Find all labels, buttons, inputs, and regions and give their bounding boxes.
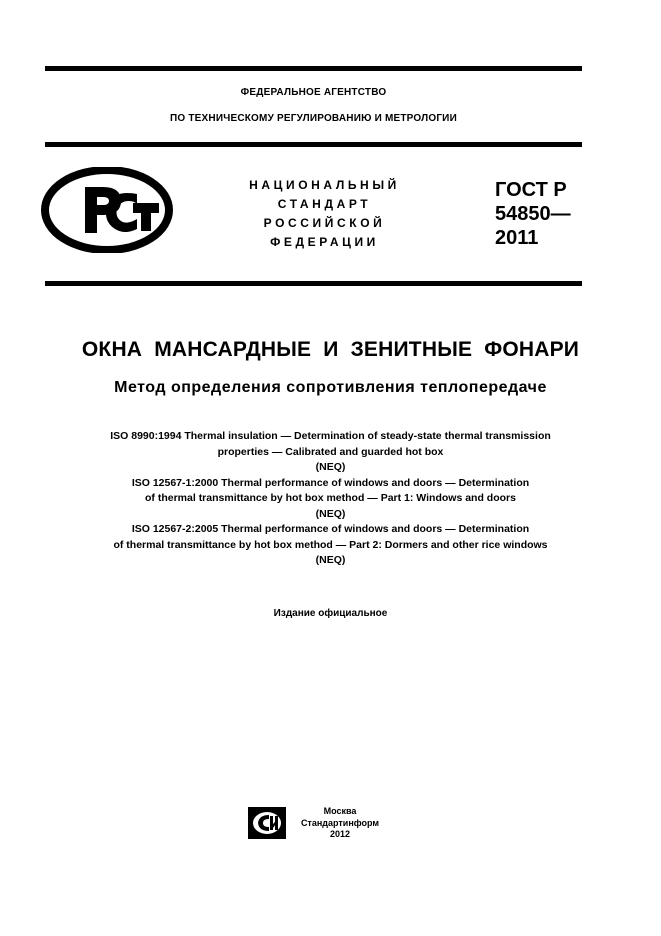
header-rule <box>45 142 582 147</box>
reference-line: ISO 12567-2:2005 Thermal performance of windows and doors — Determination <box>131 523 530 535</box>
publisher-name: Стандартинформ <box>300 817 380 828</box>
reference-line: properties — Calibrated and guarded hot box <box>217 445 444 458</box>
reference-line: ISO 8990:1994 Thermal insulation — Determination of steady-state thermal transmission <box>110 430 551 442</box>
document-title: ОКНА МАНСАРДНЫЕ И ЗЕНИТНЫЕ ФОНАРИ <box>81 338 580 361</box>
standard-code-line-2: 54850— <box>495 203 571 225</box>
reference-line: (NEQ) <box>315 507 346 520</box>
reference-line: of thermal transmittance by hot box method — Part 1: Windows and doors <box>145 492 516 504</box>
reference-line: of thermal transmittance by hot box method — Part 2: Dormers and other rice windows <box>113 538 548 551</box>
standard-code-line-1: ГОСТ Р <box>495 179 567 201</box>
standard-type <box>222 176 427 252</box>
agency-name-line-1: ФЕДЕРАЛЬНОЕ АГЕНТСТВО <box>240 87 387 98</box>
standard-code <box>495 178 571 250</box>
publisher-block <box>290 806 390 841</box>
standard-type-line: ФЕДЕРАЦИИ <box>270 235 379 249</box>
rst-conformity-mark-icon <box>41 167 173 253</box>
document-subtitle: Метод определения сопротивления теплопередаче <box>114 379 547 396</box>
reference-line: (NEQ) <box>315 461 346 473</box>
standard-type-line: РОССИЙСКОЙ <box>263 216 386 230</box>
title-rule <box>45 281 582 286</box>
publisher-city: Москва <box>323 806 357 816</box>
standard-type-line: НАЦИОНАЛЬНЫЙ <box>249 178 400 192</box>
reference-line: ISO 12567-1:2000 Thermal performance of windows and doors — Determination <box>131 476 530 489</box>
iso-references <box>20 429 641 569</box>
standartinform-logo-icon <box>247 806 287 840</box>
publisher-year: 2012 <box>329 829 351 839</box>
standard-type-line: СТАНДАРТ <box>277 197 372 211</box>
reference-line: (NEQ) <box>315 554 346 566</box>
edition-label: Издание официальное <box>273 608 388 619</box>
agency-name-line-2: ПО ТЕХНИЧЕСКОМУ РЕГУЛИРОВАНИЮ И МЕТРОЛОГИИ <box>170 113 457 124</box>
standard-code-line-3: 2011 <box>495 227 539 249</box>
top-rule <box>45 66 582 71</box>
